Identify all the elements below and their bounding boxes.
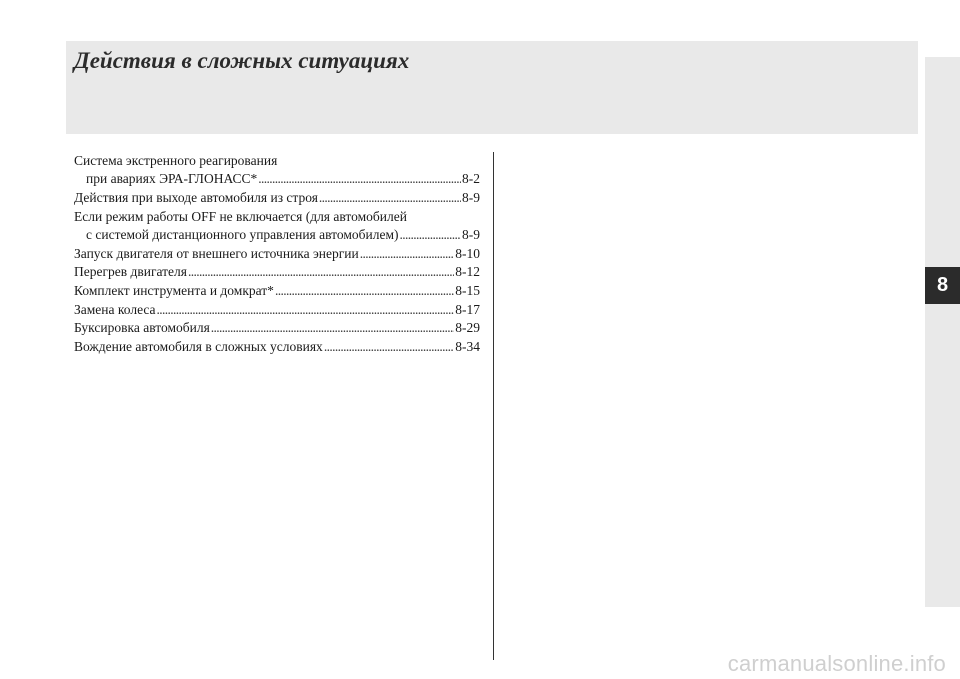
toc-entry-title: Если режим работы OFF не включается (для автомобилей <box>74 208 407 224</box>
toc-page-number: 8-12 <box>455 264 480 280</box>
toc-entry-title: при авариях ЭРА-ГЛОНАСС* <box>86 171 258 187</box>
toc-dot-leader <box>211 319 454 337</box>
toc-entry[interactable] <box>74 189 480 207</box>
toc-entry-last-line <box>74 263 480 281</box>
table-of-contents <box>74 152 480 357</box>
toc-entry[interactable] <box>74 282 480 300</box>
toc-entry-title: Действия при выходе автомобиля из строя <box>74 189 318 205</box>
toc-page-number: 8-34 <box>455 339 480 355</box>
toc-entry-last-line <box>74 245 480 263</box>
toc-entry-title: Комплект инструмента и домкрат* <box>74 282 274 298</box>
toc-entry-last-line <box>74 226 480 244</box>
column-divider <box>493 152 494 660</box>
toc-dot-leader <box>400 226 461 244</box>
toc-page-number: 8-15 <box>455 282 480 298</box>
toc-entry[interactable] <box>74 245 480 263</box>
toc-dot-leader <box>188 263 454 281</box>
toc-entry-last-line <box>74 338 480 356</box>
chapter-number-tab[interactable]: 8 <box>925 267 960 304</box>
toc-entry-title: Вождение автомобиля в сложных условиях <box>74 339 323 355</box>
toc-page-number: 8-9 <box>462 226 480 242</box>
toc-entry[interactable] <box>74 338 480 356</box>
toc-entry[interactable] <box>74 301 480 319</box>
chapter-header <box>66 41 918 134</box>
toc-dot-leader <box>258 170 461 188</box>
chapter-side-strip <box>925 57 960 607</box>
toc-entry-title: с системой дистанционного управления автомобилем) <box>86 226 399 242</box>
toc-entry-title: Перегрев двигателя <box>74 264 187 280</box>
toc-entry-title: Буксировка автомобиля <box>74 320 210 336</box>
toc-page-number: 8-10 <box>455 245 480 261</box>
toc-entry-line <box>74 152 480 170</box>
toc-entry[interactable] <box>74 263 480 281</box>
toc-page-number: 8-29 <box>455 320 480 336</box>
toc-dot-leader <box>324 338 454 356</box>
watermark-text: carmanualsonline.info <box>727 651 946 676</box>
toc-page-number: 8-17 <box>455 301 480 317</box>
toc-dot-leader <box>157 301 455 319</box>
toc-entry-last-line <box>74 170 480 188</box>
toc-entry-title: Запуск двигателя от внешнего источника энергии <box>74 245 359 261</box>
toc-entry-title: Замена колеса <box>74 301 156 317</box>
toc-dot-leader <box>319 189 461 207</box>
toc-entry-last-line <box>74 189 480 207</box>
toc-entry-last-line <box>74 319 480 337</box>
toc-page-number: 8-9 <box>462 189 480 205</box>
toc-page-number: 8-2 <box>462 171 480 187</box>
toc-entry-last-line <box>74 282 480 300</box>
toc-entry-last-line <box>74 301 480 319</box>
toc-entry-line <box>74 208 480 226</box>
toc-entry[interactable] <box>74 319 480 337</box>
chapter-title: Действия в сложных ситуациях <box>74 48 410 73</box>
toc-entry-title: Система экстренного реагирования <box>74 153 278 168</box>
toc-entry[interactable] <box>74 208 480 244</box>
toc-entry[interactable] <box>74 152 480 188</box>
toc-dot-leader <box>275 282 454 300</box>
toc-dot-leader <box>360 245 454 263</box>
